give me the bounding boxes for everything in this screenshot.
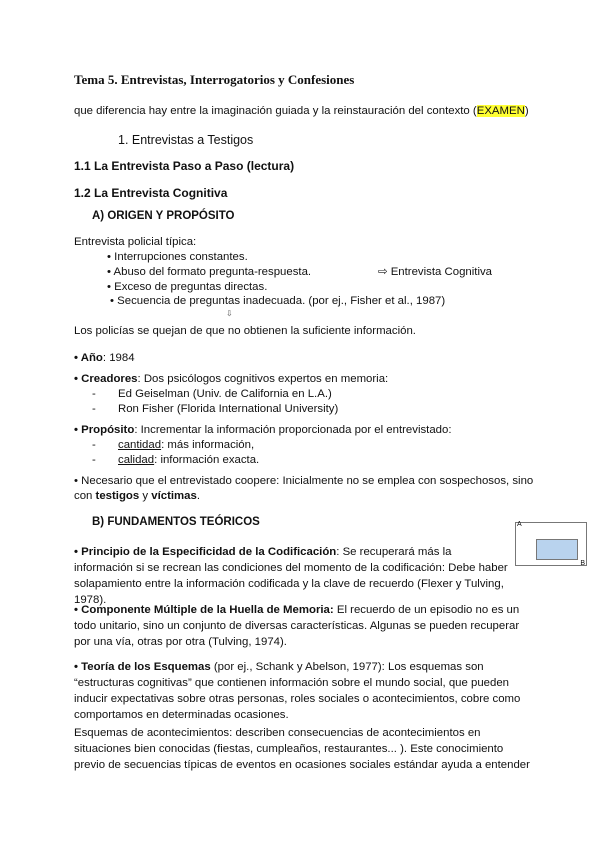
componente-paragraph [74, 602, 530, 650]
encoding-overlap-diagram [515, 522, 587, 566]
diagram-label-b: B [580, 560, 585, 567]
creator-item-2: - Ron Fisher (Florida International University) [92, 403, 339, 415]
heading-b: B) FUNDAMENTOS TEÓRICOS [92, 516, 260, 528]
teoria-term: • Teoría de los Esquemas [74, 661, 211, 673]
year-value: : 1984 [102, 352, 135, 364]
police-complaint: Los policías se quejan de que no obtienen la suficiente información. [74, 325, 416, 337]
purpose-item-1: - cantidad: más información, [92, 439, 255, 451]
cooperate-and: y [139, 490, 152, 502]
document-title: Tema 5. Entrevistas, Interrogatorios y Confesiones [74, 72, 355, 87]
purpose-desc: : más información, [161, 439, 255, 451]
intro-text: que diferencia hay entre la imaginación guiada y la reinstauración del contexto ( [74, 105, 477, 117]
year-label: • Año [74, 352, 103, 364]
cooperate-prefix: con [74, 490, 96, 502]
creators-text: : Dos psicólogos cognitivos expertos en memoria: [137, 373, 389, 385]
esquemas-paragraph: Esquemas de acontecimientos: describen consecuencias de acontecimientos en situaciones bien conocidas (fiestas, cumpleaños, restaurantes... ). Este conocimiento previo de secuencias típicas de eventos en ocasiones sociales estándar ayuda a entender [74, 727, 530, 771]
principio-term: • Principio de la Especificidad de la Codificación [74, 546, 337, 558]
cooperate-line-1: • Necesario que el entrevistado coopere: Inicialmente no se emplea con sospechosos, sino [74, 475, 534, 487]
componente-term: • Componente Múltiple de la Huella de Memoria: [74, 604, 334, 616]
purpose-line [74, 422, 452, 438]
creator-name: Ron Fisher (Florida International University) [118, 403, 339, 415]
cooperate-line-2 [74, 488, 200, 504]
componente-text: El recuerdo de un episodio no es un todo unitario, sino un conjunto de diversas características. Algunas se pueden recuperar por una vía, otras por otra (Tulving, 1974). [74, 604, 520, 648]
cognitive-interview-arrow-note: ⇨ Entrevista Cognitiva [378, 266, 493, 278]
creator-item-1: - Ed Geiselman (Univ. de California en L.A.) [92, 388, 332, 400]
teoria-text: (por ej., Schank y Abelson, 1977): Los esquemas son “estructuras cognitivas” que contienen información sobre el mundo social, que pueden inducir expectativas sobre otras personas, roles sociales o acontecimientos, cobre como comportamos en determinadas ocasiones. [74, 661, 521, 721]
purpose-label: • Propósito [74, 424, 135, 436]
typical-item-3: • Exceso de preguntas directas. [107, 281, 268, 293]
creator-name: Ed Geiselman (Univ. de California en L.A.) [118, 388, 332, 400]
intro-close: ) [524, 105, 529, 117]
section-1-1-heading: 1.1 La Entrevista Paso a Paso (lectura) [74, 159, 295, 173]
down-arrow-icon: ⇩ [226, 309, 233, 318]
exam-highlight: EXAMEN [476, 105, 525, 117]
purpose-term: calidad [118, 454, 155, 466]
year-line [74, 350, 135, 366]
typical-lead: Entrevista policial típica: [74, 236, 197, 248]
typical-item-4: • Secuencia de preguntas inadecuada. (por ej., Fisher et al., 1987) [110, 295, 446, 307]
creators-line [74, 371, 388, 387]
testigos-term: testigos [95, 490, 140, 502]
creators-label: • Creadores [74, 373, 138, 385]
diagram-label-a: A [517, 521, 522, 528]
typical-item-2: • Abuso del formato pregunta-respuesta. [107, 266, 312, 278]
purpose-desc: : información exacta. [154, 454, 260, 466]
principio-text: : Se recuperará más la información si se recrean las condiciones del momento de la codificación: Debe haber solapamiento entre la información codificada y la clave de recuerdo (Flexer y Tulving, 1978). [74, 546, 508, 606]
overlap-box [536, 539, 578, 560]
heading-a: A) ORIGEN Y PROPÓSITO [92, 210, 235, 222]
purpose-text: : Incrementar la información proporcionada por el entrevistado: [134, 424, 452, 436]
intro-question [74, 103, 529, 119]
teoria-paragraph [74, 659, 530, 723]
typical-item-1: • Interrupciones constantes. [107, 251, 248, 263]
purpose-term: cantidad [118, 439, 162, 451]
cooperate-end: . [196, 490, 200, 502]
section-1-heading: 1. Entrevistas a Testigos [118, 133, 254, 147]
section-1-2-heading: 1.2 La Entrevista Cognitiva [74, 186, 228, 200]
principio-paragraph [74, 544, 508, 608]
victimas-term: víctimas [151, 490, 197, 502]
purpose-item-2: - calidad: información exacta. [92, 454, 260, 466]
